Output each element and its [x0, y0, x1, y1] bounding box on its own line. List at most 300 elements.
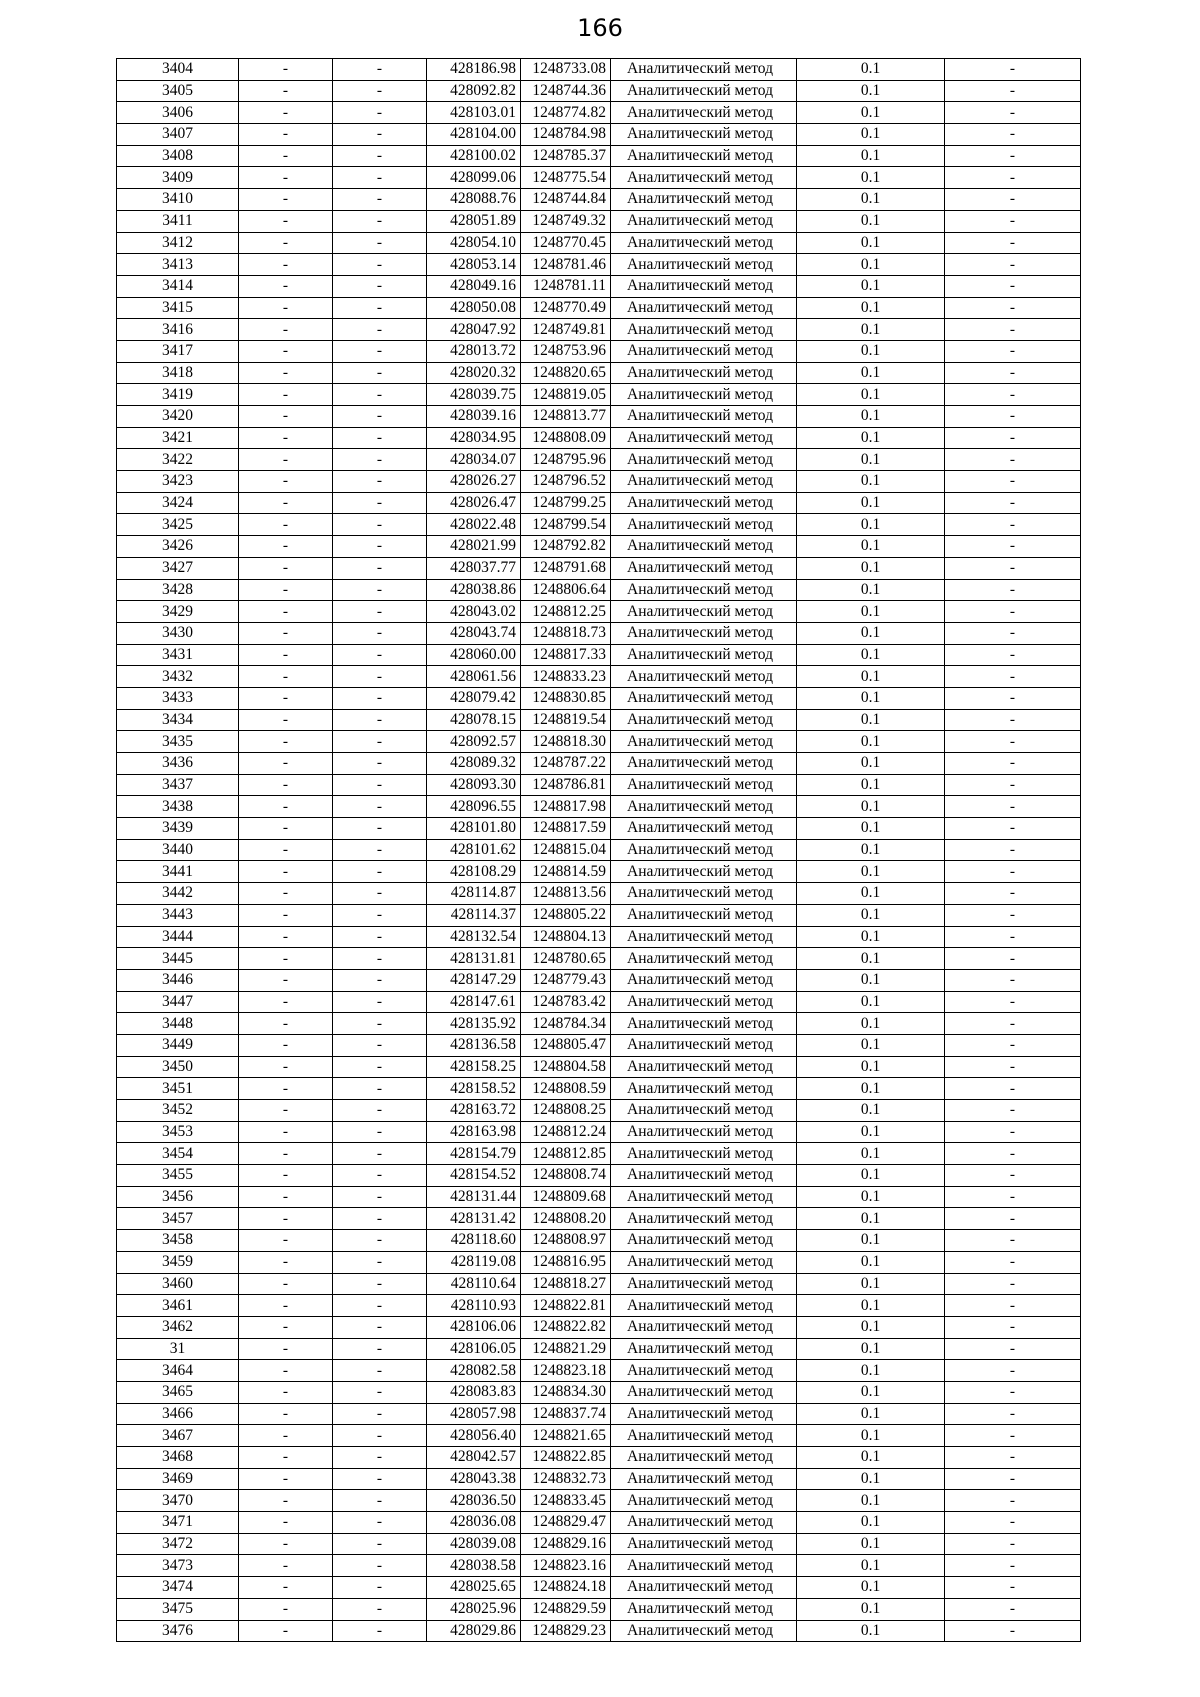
- x-coordinate-cell: 428103.01: [427, 102, 521, 124]
- method-cell: Аналитический метод: [611, 1121, 797, 1143]
- dash-cell-2: -: [333, 991, 427, 1013]
- dash-cell-1: -: [239, 492, 333, 514]
- method-cell: Аналитический метод: [611, 449, 797, 471]
- page-number: 166: [577, 14, 623, 42]
- point-number-cell: 3457: [117, 1208, 239, 1230]
- method-cell: Аналитический метод: [611, 297, 797, 319]
- accuracy-cell: 0.1: [797, 210, 945, 232]
- dash-cell-3: -: [945, 991, 1081, 1013]
- x-coordinate-cell: 428034.07: [427, 449, 521, 471]
- dash-cell-3: -: [945, 1208, 1081, 1230]
- accuracy-cell: 0.1: [797, 427, 945, 449]
- y-coordinate-cell: 1248805.47: [521, 1034, 611, 1056]
- dash-cell-3: -: [945, 210, 1081, 232]
- point-number-cell: 3471: [117, 1512, 239, 1534]
- dash-cell-3: -: [945, 709, 1081, 731]
- method-cell: Аналитический метод: [611, 753, 797, 775]
- accuracy-cell: 0.1: [797, 471, 945, 493]
- dash-cell-3: -: [945, 1273, 1081, 1295]
- point-number-cell: 3451: [117, 1078, 239, 1100]
- dash-cell-1: -: [239, 1100, 333, 1122]
- table-row: [117, 1121, 1081, 1143]
- y-coordinate-cell: 1248822.85: [521, 1447, 611, 1469]
- dash-cell-3: -: [945, 406, 1081, 428]
- dash-cell-3: -: [945, 319, 1081, 341]
- dash-cell-1: -: [239, 796, 333, 818]
- y-coordinate-cell: 1248770.49: [521, 297, 611, 319]
- point-number-cell: 3456: [117, 1186, 239, 1208]
- dash-cell-2: -: [333, 1403, 427, 1425]
- dash-cell-3: -: [945, 1100, 1081, 1122]
- x-coordinate-cell: 428100.02: [427, 145, 521, 167]
- method-cell: Аналитический метод: [611, 731, 797, 753]
- dash-cell-3: -: [945, 622, 1081, 644]
- y-coordinate-cell: 1248829.59: [521, 1598, 611, 1620]
- point-number-cell: 3445: [117, 948, 239, 970]
- table-row: [117, 449, 1081, 471]
- method-cell: Аналитический метод: [611, 59, 797, 81]
- dash-cell-3: -: [945, 687, 1081, 709]
- accuracy-cell: 0.1: [797, 1512, 945, 1534]
- table-row: [117, 1577, 1081, 1599]
- table-row: [117, 1447, 1081, 1469]
- dash-cell-3: -: [945, 1577, 1081, 1599]
- x-coordinate-cell: 428088.76: [427, 189, 521, 211]
- dash-cell-1: -: [239, 991, 333, 1013]
- point-number-cell: 3421: [117, 427, 239, 449]
- accuracy-cell: 0.1: [797, 1425, 945, 1447]
- y-coordinate-cell: 1248753.96: [521, 340, 611, 362]
- table-row: [117, 319, 1081, 341]
- dash-cell-1: -: [239, 1165, 333, 1187]
- accuracy-cell: 0.1: [797, 839, 945, 861]
- x-coordinate-cell: 428038.58: [427, 1555, 521, 1577]
- y-coordinate-cell: 1248804.58: [521, 1056, 611, 1078]
- table-row: [117, 80, 1081, 102]
- method-cell: Аналитический метод: [611, 340, 797, 362]
- dash-cell-2: -: [333, 1273, 427, 1295]
- point-number-cell: 3462: [117, 1316, 239, 1338]
- accuracy-cell: 0.1: [797, 406, 945, 428]
- point-number-cell: 3468: [117, 1447, 239, 1469]
- dash-cell-3: -: [945, 1512, 1081, 1534]
- method-cell: Аналитический метод: [611, 1447, 797, 1469]
- dash-cell-3: -: [945, 1121, 1081, 1143]
- method-cell: Аналитический метод: [611, 189, 797, 211]
- point-number-cell: 3434: [117, 709, 239, 731]
- accuracy-cell: 0.1: [797, 861, 945, 883]
- table-row: [117, 666, 1081, 688]
- accuracy-cell: 0.1: [797, 796, 945, 818]
- dash-cell-3: -: [945, 1013, 1081, 1035]
- accuracy-cell: 0.1: [797, 1381, 945, 1403]
- dash-cell-1: -: [239, 969, 333, 991]
- point-number-cell: 3433: [117, 687, 239, 709]
- y-coordinate-cell: 1248833.45: [521, 1490, 611, 1512]
- table-row: [117, 124, 1081, 146]
- method-cell: Аналитический метод: [611, 1143, 797, 1165]
- dash-cell-3: -: [945, 969, 1081, 991]
- x-coordinate-cell: 428110.93: [427, 1295, 521, 1317]
- y-coordinate-cell: 1248805.22: [521, 904, 611, 926]
- dash-cell-2: -: [333, 1100, 427, 1122]
- accuracy-cell: 0.1: [797, 1143, 945, 1165]
- y-coordinate-cell: 1248774.82: [521, 102, 611, 124]
- accuracy-cell: 0.1: [797, 991, 945, 1013]
- table-row: [117, 1468, 1081, 1490]
- table-row: [117, 514, 1081, 536]
- dash-cell-2: -: [333, 883, 427, 905]
- point-number-cell: 3476: [117, 1620, 239, 1642]
- method-cell: Аналитический метод: [611, 1403, 797, 1425]
- x-coordinate-cell: 428092.82: [427, 80, 521, 102]
- point-number-cell: 3430: [117, 622, 239, 644]
- method-cell: Аналитический метод: [611, 536, 797, 558]
- point-number-cell: 3437: [117, 774, 239, 796]
- y-coordinate-cell: 1248795.96: [521, 449, 611, 471]
- table-row: [117, 189, 1081, 211]
- dash-cell-1: -: [239, 622, 333, 644]
- dash-cell-2: -: [333, 384, 427, 406]
- dash-cell-3: -: [945, 948, 1081, 970]
- dash-cell-2: -: [333, 275, 427, 297]
- dash-cell-1: -: [239, 80, 333, 102]
- dash-cell-1: -: [239, 59, 333, 81]
- accuracy-cell: 0.1: [797, 232, 945, 254]
- y-coordinate-cell: 1248785.37: [521, 145, 611, 167]
- method-cell: Аналитический метод: [611, 601, 797, 623]
- y-coordinate-cell: 1248814.59: [521, 861, 611, 883]
- y-coordinate-cell: 1248796.52: [521, 471, 611, 493]
- dash-cell-1: -: [239, 384, 333, 406]
- method-cell: Аналитический метод: [611, 80, 797, 102]
- table-row: [117, 145, 1081, 167]
- method-cell: Аналитический метод: [611, 1577, 797, 1599]
- point-number-cell: 3444: [117, 926, 239, 948]
- dash-cell-1: -: [239, 297, 333, 319]
- accuracy-cell: 0.1: [797, 1447, 945, 1469]
- y-coordinate-cell: 1248808.74: [521, 1165, 611, 1187]
- y-coordinate-cell: 1248780.65: [521, 948, 611, 970]
- dash-cell-1: -: [239, 102, 333, 124]
- x-coordinate-cell: 428154.52: [427, 1165, 521, 1187]
- y-coordinate-cell: 1248819.05: [521, 384, 611, 406]
- accuracy-cell: 0.1: [797, 514, 945, 536]
- y-coordinate-cell: 1248787.22: [521, 753, 611, 775]
- x-coordinate-cell: 428022.48: [427, 514, 521, 536]
- y-coordinate-cell: 1248830.85: [521, 687, 611, 709]
- dash-cell-1: -: [239, 189, 333, 211]
- table-row: [117, 1165, 1081, 1187]
- accuracy-cell: 0.1: [797, 1338, 945, 1360]
- x-coordinate-cell: 428147.61: [427, 991, 521, 1013]
- x-coordinate-cell: 428106.06: [427, 1316, 521, 1338]
- dash-cell-1: -: [239, 1577, 333, 1599]
- dash-cell-3: -: [945, 731, 1081, 753]
- table-row: [117, 1273, 1081, 1295]
- accuracy-cell: 0.1: [797, 1056, 945, 1078]
- accuracy-cell: 0.1: [797, 124, 945, 146]
- y-coordinate-cell: 1248808.59: [521, 1078, 611, 1100]
- dash-cell-2: -: [333, 1533, 427, 1555]
- x-coordinate-cell: 428163.72: [427, 1100, 521, 1122]
- y-coordinate-cell: 1248818.73: [521, 622, 611, 644]
- x-coordinate-cell: 428147.29: [427, 969, 521, 991]
- dash-cell-2: -: [333, 1316, 427, 1338]
- y-coordinate-cell: 1248829.23: [521, 1620, 611, 1642]
- x-coordinate-cell: 428101.80: [427, 818, 521, 840]
- y-coordinate-cell: 1248817.59: [521, 818, 611, 840]
- method-cell: Аналитический метод: [611, 1490, 797, 1512]
- point-number-cell: 3425: [117, 514, 239, 536]
- dash-cell-1: -: [239, 1555, 333, 1577]
- x-coordinate-cell: 428104.00: [427, 124, 521, 146]
- dash-cell-3: -: [945, 124, 1081, 146]
- accuracy-cell: 0.1: [797, 557, 945, 579]
- y-coordinate-cell: 1248829.16: [521, 1533, 611, 1555]
- x-coordinate-cell: 428042.57: [427, 1447, 521, 1469]
- method-cell: Аналитический метод: [611, 1598, 797, 1620]
- table-row: [117, 1100, 1081, 1122]
- y-coordinate-cell: 1248786.81: [521, 774, 611, 796]
- dash-cell-2: -: [333, 1512, 427, 1534]
- method-cell: Аналитический метод: [611, 709, 797, 731]
- method-cell: Аналитический метод: [611, 666, 797, 688]
- dash-cell-2: -: [333, 254, 427, 276]
- table-row: [117, 818, 1081, 840]
- method-cell: Аналитический метод: [611, 1512, 797, 1534]
- table-row: [117, 1143, 1081, 1165]
- dash-cell-1: -: [239, 818, 333, 840]
- dash-cell-2: -: [333, 1078, 427, 1100]
- dash-cell-2: -: [333, 1295, 427, 1317]
- x-coordinate-cell: 428054.10: [427, 232, 521, 254]
- method-cell: Аналитический метод: [611, 1555, 797, 1577]
- dash-cell-1: -: [239, 926, 333, 948]
- point-number-cell: 3458: [117, 1230, 239, 1252]
- table-row: [117, 1013, 1081, 1035]
- point-number-cell: 3465: [117, 1381, 239, 1403]
- method-cell: Аналитический метод: [611, 1165, 797, 1187]
- point-number-cell: 3411: [117, 210, 239, 232]
- table-row: [117, 384, 1081, 406]
- method-cell: Аналитический метод: [611, 861, 797, 883]
- dash-cell-1: -: [239, 883, 333, 905]
- method-cell: Аналитический метод: [611, 904, 797, 926]
- accuracy-cell: 0.1: [797, 1078, 945, 1100]
- dash-cell-2: -: [333, 1230, 427, 1252]
- dash-cell-1: -: [239, 731, 333, 753]
- dash-cell-1: -: [239, 427, 333, 449]
- method-cell: Аналитический метод: [611, 1208, 797, 1230]
- accuracy-cell: 0.1: [797, 818, 945, 840]
- table-row: [117, 601, 1081, 623]
- method-cell: Аналитический метод: [611, 1381, 797, 1403]
- dash-cell-1: -: [239, 1121, 333, 1143]
- accuracy-cell: 0.1: [797, 254, 945, 276]
- dash-cell-1: -: [239, 1425, 333, 1447]
- dash-cell-3: -: [945, 1425, 1081, 1447]
- dash-cell-2: -: [333, 1013, 427, 1035]
- x-coordinate-cell: 428038.86: [427, 579, 521, 601]
- accuracy-cell: 0.1: [797, 948, 945, 970]
- method-cell: Аналитический метод: [611, 557, 797, 579]
- point-number-cell: 3420: [117, 406, 239, 428]
- dash-cell-1: -: [239, 1230, 333, 1252]
- dash-cell-2: -: [333, 687, 427, 709]
- y-coordinate-cell: 1248820.65: [521, 362, 611, 384]
- method-cell: Аналитический метод: [611, 926, 797, 948]
- dash-cell-1: -: [239, 1056, 333, 1078]
- dash-cell-2: -: [333, 1208, 427, 1230]
- accuracy-cell: 0.1: [797, 536, 945, 558]
- table-row: [117, 948, 1081, 970]
- dash-cell-1: -: [239, 1251, 333, 1273]
- method-cell: Аналитический метод: [611, 362, 797, 384]
- x-coordinate-cell: 428131.81: [427, 948, 521, 970]
- y-coordinate-cell: 1248818.30: [521, 731, 611, 753]
- dash-cell-1: -: [239, 1468, 333, 1490]
- y-coordinate-cell: 1248812.25: [521, 601, 611, 623]
- x-coordinate-cell: 428114.37: [427, 904, 521, 926]
- accuracy-cell: 0.1: [797, 167, 945, 189]
- x-coordinate-cell: 428136.58: [427, 1034, 521, 1056]
- table-row: [117, 1316, 1081, 1338]
- accuracy-cell: 0.1: [797, 362, 945, 384]
- dash-cell-2: -: [333, 1034, 427, 1056]
- y-coordinate-cell: 1248749.81: [521, 319, 611, 341]
- x-coordinate-cell: 428099.06: [427, 167, 521, 189]
- point-number-cell: 3407: [117, 124, 239, 146]
- dash-cell-1: -: [239, 1078, 333, 1100]
- dash-cell-3: -: [945, 1251, 1081, 1273]
- y-coordinate-cell: 1248832.73: [521, 1468, 611, 1490]
- dash-cell-3: -: [945, 1468, 1081, 1490]
- dash-cell-1: -: [239, 471, 333, 493]
- x-coordinate-cell: 428047.92: [427, 319, 521, 341]
- y-coordinate-cell: 1248823.16: [521, 1555, 611, 1577]
- dash-cell-3: -: [945, 514, 1081, 536]
- dash-cell-2: -: [333, 709, 427, 731]
- x-coordinate-cell: 428049.16: [427, 275, 521, 297]
- dash-cell-1: -: [239, 1403, 333, 1425]
- dash-cell-2: -: [333, 1620, 427, 1642]
- dash-cell-2: -: [333, 1447, 427, 1469]
- table-row: [117, 297, 1081, 319]
- point-number-cell: 3428: [117, 579, 239, 601]
- x-coordinate-cell: 428119.08: [427, 1251, 521, 1273]
- table-row: [117, 210, 1081, 232]
- dash-cell-1: -: [239, 861, 333, 883]
- y-coordinate-cell: 1248834.30: [521, 1381, 611, 1403]
- dash-cell-2: -: [333, 948, 427, 970]
- dash-cell-1: -: [239, 319, 333, 341]
- dash-cell-1: -: [239, 1013, 333, 1035]
- table-row: [117, 1295, 1081, 1317]
- x-coordinate-cell: 428025.96: [427, 1598, 521, 1620]
- x-coordinate-cell: 428056.40: [427, 1425, 521, 1447]
- dash-cell-1: -: [239, 1295, 333, 1317]
- dash-cell-3: -: [945, 1598, 1081, 1620]
- table-row: [117, 232, 1081, 254]
- dash-cell-2: -: [333, 145, 427, 167]
- x-coordinate-cell: 428039.08: [427, 1533, 521, 1555]
- accuracy-cell: 0.1: [797, 1295, 945, 1317]
- point-number-cell: 3436: [117, 753, 239, 775]
- point-number-cell: 3408: [117, 145, 239, 167]
- point-number-cell: 3452: [117, 1100, 239, 1122]
- accuracy-cell: 0.1: [797, 1251, 945, 1273]
- method-cell: Аналитический метод: [611, 839, 797, 861]
- accuracy-cell: 0.1: [797, 644, 945, 666]
- x-coordinate-cell: 428025.65: [427, 1577, 521, 1599]
- method-cell: Аналитический метод: [611, 818, 797, 840]
- x-coordinate-cell: 428163.98: [427, 1121, 521, 1143]
- method-cell: Аналитический метод: [611, 1425, 797, 1447]
- dash-cell-2: -: [333, 102, 427, 124]
- point-number-cell: 3415: [117, 297, 239, 319]
- dash-cell-1: -: [239, 406, 333, 428]
- dash-cell-1: -: [239, 666, 333, 688]
- x-coordinate-cell: 428036.50: [427, 1490, 521, 1512]
- y-coordinate-cell: 1248808.25: [521, 1100, 611, 1122]
- dash-cell-2: -: [333, 1338, 427, 1360]
- dash-cell-2: -: [333, 297, 427, 319]
- point-number-cell: 3418: [117, 362, 239, 384]
- table-row: [117, 536, 1081, 558]
- dash-cell-1: -: [239, 579, 333, 601]
- y-coordinate-cell: 1248812.24: [521, 1121, 611, 1143]
- accuracy-cell: 0.1: [797, 189, 945, 211]
- dash-cell-1: -: [239, 1273, 333, 1295]
- dash-cell-3: -: [945, 449, 1081, 471]
- dash-cell-3: -: [945, 275, 1081, 297]
- y-coordinate-cell: 1248781.46: [521, 254, 611, 276]
- dash-cell-2: -: [333, 362, 427, 384]
- x-coordinate-cell: 428110.64: [427, 1273, 521, 1295]
- x-coordinate-cell: 428053.14: [427, 254, 521, 276]
- dash-cell-2: -: [333, 210, 427, 232]
- accuracy-cell: 0.1: [797, 1577, 945, 1599]
- dash-cell-2: -: [333, 601, 427, 623]
- dash-cell-3: -: [945, 102, 1081, 124]
- x-coordinate-cell: 428021.99: [427, 536, 521, 558]
- method-cell: Аналитический метод: [611, 687, 797, 709]
- y-coordinate-cell: 1248833.23: [521, 666, 611, 688]
- x-coordinate-cell: 428154.79: [427, 1143, 521, 1165]
- point-number-cell: 3429: [117, 601, 239, 623]
- dash-cell-3: -: [945, 557, 1081, 579]
- table-row: [117, 1490, 1081, 1512]
- dash-cell-1: -: [239, 232, 333, 254]
- point-number-cell: 3435: [117, 731, 239, 753]
- method-cell: Аналитический метод: [611, 948, 797, 970]
- dash-cell-3: -: [945, 818, 1081, 840]
- accuracy-cell: 0.1: [797, 1360, 945, 1382]
- method-cell: Аналитический метод: [611, 1620, 797, 1642]
- dash-cell-1: -: [239, 1208, 333, 1230]
- y-coordinate-cell: 1248809.68: [521, 1186, 611, 1208]
- dash-cell-1: -: [239, 1338, 333, 1360]
- accuracy-cell: 0.1: [797, 1186, 945, 1208]
- table-row: [117, 1512, 1081, 1534]
- y-coordinate-cell: 1248813.56: [521, 883, 611, 905]
- point-number-cell: 3443: [117, 904, 239, 926]
- y-coordinate-cell: 1248819.54: [521, 709, 611, 731]
- method-cell: Аналитический метод: [611, 644, 797, 666]
- y-coordinate-cell: 1248808.09: [521, 427, 611, 449]
- y-coordinate-cell: 1248804.13: [521, 926, 611, 948]
